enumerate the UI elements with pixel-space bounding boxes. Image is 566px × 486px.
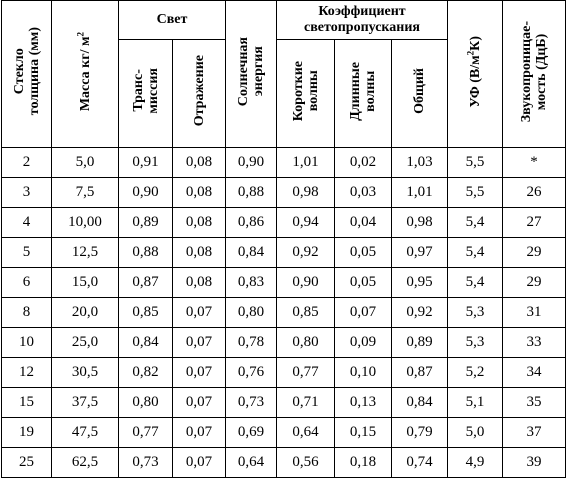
cell-reflection: 0,07: [173, 388, 226, 418]
cell-solar: 0,90: [226, 148, 277, 178]
cell-total: 1,03: [392, 148, 448, 178]
cell-long-waves: 0,10: [335, 358, 392, 388]
cell-short-waves: 0,85: [277, 298, 335, 328]
cell-transmission: 0,91: [119, 148, 173, 178]
table-row: [2, 208, 566, 238]
header-thickness: Стекло толщина (мм): [2, 1, 52, 148]
cell-short-waves: 0,71: [277, 388, 335, 418]
cell-reflection: 0,08: [173, 148, 226, 178]
header-sound: Звукопроницае- мость (ДцБ): [503, 1, 566, 148]
cell-solar: 0,69: [226, 418, 277, 448]
cell-long-waves: 0,04: [335, 208, 392, 238]
cell-reflection: 0,07: [173, 298, 226, 328]
cell-short-waves: 0,77: [277, 358, 335, 388]
cell-thickness: 25: [2, 448, 52, 478]
cell-mass: 10,00: [52, 208, 119, 238]
cell-mass: 20,0: [52, 298, 119, 328]
header-long-waves: Длинные волны: [335, 40, 392, 148]
cell-uv: 5,0: [448, 418, 503, 448]
cell-uv: 5,3: [448, 328, 503, 358]
cell-solar: 0,83: [226, 268, 277, 298]
header-uv: [448, 1, 503, 148]
cell-thickness: 8: [2, 298, 52, 328]
cell-thickness: 2: [2, 148, 52, 178]
cell-thickness: 15: [2, 388, 52, 418]
table-row: [2, 388, 566, 418]
cell-long-waves: 0,05: [335, 268, 392, 298]
cell-solar: 0,80: [226, 298, 277, 328]
cell-sound: 35: [503, 388, 566, 418]
cell-uv: 5,4: [448, 208, 503, 238]
cell-uv: 4,9: [448, 448, 503, 478]
cell-sound: 34: [503, 358, 566, 388]
cell-transmission: 0,77: [119, 418, 173, 448]
cell-long-waves: 0,09: [335, 328, 392, 358]
cell-short-waves: 1,01: [277, 148, 335, 178]
cell-mass: 12,5: [52, 238, 119, 268]
cell-thickness: 10: [2, 328, 52, 358]
cell-transmission: 0,73: [119, 448, 173, 478]
cell-short-waves: 0,94: [277, 208, 335, 238]
cell-short-waves: 0,80: [277, 328, 335, 358]
cell-mass: 47,5: [52, 418, 119, 448]
cell-mass: 15,0: [52, 268, 119, 298]
header-uv-sup: 2: [464, 50, 475, 56]
header-coefficient-group: Коэффициент светопропускания: [277, 1, 448, 40]
table-row: [2, 328, 566, 358]
cell-reflection: 0,08: [173, 178, 226, 208]
cell-short-waves: 0,92: [277, 238, 335, 268]
cell-total: 0,79: [392, 418, 448, 448]
header-uv-suffix: К): [467, 35, 483, 51]
cell-thickness: 4: [2, 208, 52, 238]
cell-sound: 27: [503, 208, 566, 238]
cell-mass: 5,0: [52, 148, 119, 178]
cell-thickness: 6: [2, 268, 52, 298]
header-mass: [52, 1, 119, 148]
cell-mass: 7,5: [52, 178, 119, 208]
header-short-waves: Короткие волны: [277, 40, 335, 148]
cell-total: 0,84: [392, 388, 448, 418]
table-row: [2, 358, 566, 388]
cell-sound: 37: [503, 418, 566, 448]
cell-transmission: 0,90: [119, 178, 173, 208]
cell-transmission: 0,87: [119, 268, 173, 298]
glass-properties-table: [1, 0, 566, 478]
cell-solar: 0,78: [226, 328, 277, 358]
cell-solar: 0,64: [226, 448, 277, 478]
cell-sound: *: [503, 148, 566, 178]
table-row: [2, 148, 566, 178]
cell-total: 0,98: [392, 208, 448, 238]
cell-total: 0,74: [392, 448, 448, 478]
table-row: [2, 268, 566, 298]
cell-sound: 29: [503, 268, 566, 298]
table-row: [2, 448, 566, 478]
cell-mass: 30,5: [52, 358, 119, 388]
cell-solar: 0,88: [226, 178, 277, 208]
cell-thickness: 5: [2, 238, 52, 268]
cell-short-waves: 0,98: [277, 178, 335, 208]
cell-uv: 5,1: [448, 388, 503, 418]
table-row: [2, 298, 566, 328]
cell-transmission: 0,89: [119, 208, 173, 238]
cell-reflection: 0,07: [173, 448, 226, 478]
header-total: Общий: [392, 40, 448, 148]
header-reflection: Отражение: [173, 40, 226, 148]
cell-sound: 31: [503, 298, 566, 328]
cell-uv: 5,4: [448, 268, 503, 298]
cell-short-waves: 0,56: [277, 448, 335, 478]
cell-long-waves: 0,02: [335, 148, 392, 178]
cell-sound: 39: [503, 448, 566, 478]
cell-mass: 25,0: [52, 328, 119, 358]
cell-long-waves: 0,15: [335, 418, 392, 448]
cell-long-waves: 0,13: [335, 388, 392, 418]
table-row: [2, 418, 566, 448]
cell-reflection: 0,07: [173, 328, 226, 358]
cell-thickness: 19: [2, 418, 52, 448]
cell-transmission: 0,80: [119, 388, 173, 418]
header-solar: Солнечная энергия: [226, 1, 277, 148]
cell-short-waves: 0,90: [277, 268, 335, 298]
header-mass-text: Масса кг/ м: [77, 36, 93, 112]
cell-uv: 5,5: [448, 148, 503, 178]
cell-total: 0,89: [392, 328, 448, 358]
header-uv-prefix: УФ (В/м: [467, 55, 483, 108]
header-transmission: Транс- миссия: [119, 40, 173, 148]
cell-long-waves: 0,18: [335, 448, 392, 478]
table-body: [2, 148, 566, 478]
table-row: [2, 178, 566, 208]
cell-total: 0,97: [392, 238, 448, 268]
cell-reflection: 0,08: [173, 238, 226, 268]
cell-thickness: 12: [2, 358, 52, 388]
header-light-group: Свет: [119, 1, 226, 40]
cell-sound: 26: [503, 178, 566, 208]
cell-reflection: 0,08: [173, 268, 226, 298]
table-row: [2, 238, 566, 268]
cell-total: 0,95: [392, 268, 448, 298]
cell-thickness: 3: [2, 178, 52, 208]
cell-transmission: 0,85: [119, 298, 173, 328]
cell-short-waves: 0,64: [277, 418, 335, 448]
cell-long-waves: 0,07: [335, 298, 392, 328]
cell-total: 0,92: [392, 298, 448, 328]
cell-transmission: 0,82: [119, 358, 173, 388]
cell-sound: 29: [503, 238, 566, 268]
cell-uv: 5,5: [448, 178, 503, 208]
cell-mass: 37,5: [52, 388, 119, 418]
cell-long-waves: 0,03: [335, 178, 392, 208]
cell-solar: 0,73: [226, 388, 277, 418]
cell-reflection: 0,08: [173, 208, 226, 238]
table-header: [2, 1, 566, 148]
cell-uv: 5,4: [448, 238, 503, 268]
cell-solar: 0,84: [226, 238, 277, 268]
cell-transmission: 0,88: [119, 238, 173, 268]
cell-uv: 5,2: [448, 358, 503, 388]
cell-mass: 62,5: [52, 448, 119, 478]
cell-sound: 33: [503, 328, 566, 358]
cell-total: 1,01: [392, 178, 448, 208]
header-mass-sup: 2: [74, 31, 85, 37]
cell-solar: 0,86: [226, 208, 277, 238]
cell-total: 0,87: [392, 358, 448, 388]
cell-transmission: 0,84: [119, 328, 173, 358]
cell-reflection: 0,07: [173, 358, 226, 388]
cell-solar: 0,76: [226, 358, 277, 388]
cell-long-waves: 0,05: [335, 238, 392, 268]
cell-reflection: 0,07: [173, 418, 226, 448]
cell-uv: 5,3: [448, 298, 503, 328]
